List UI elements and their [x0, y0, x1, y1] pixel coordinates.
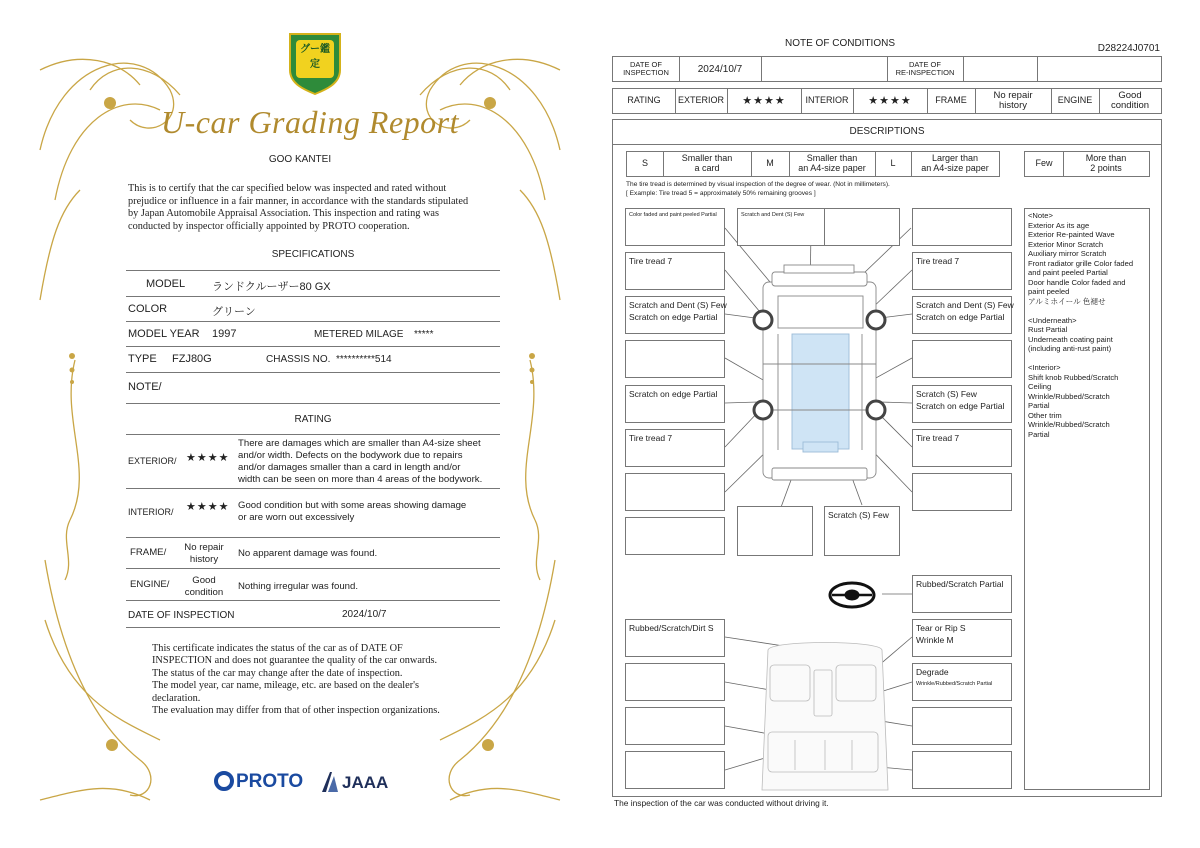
- damage-box: Tire tread 7: [912, 429, 1012, 467]
- interior-description: Good condition but with some areas showing damage or are worn out excessively: [238, 500, 467, 523]
- damage-box: Scratch on edge Partial: [625, 385, 725, 423]
- damage-box: Tire tread 7: [912, 252, 1012, 290]
- interior-label: INTERIOR/: [128, 507, 174, 517]
- interior-stars: ★★★★: [868, 94, 912, 107]
- damage-box: Degrade Wrinkle/Rubbed/Scratch Partial: [912, 663, 1012, 701]
- rating-label: RATING: [627, 95, 661, 106]
- intro-line: by Japan Automobile Appraisal Association. This inspection and rating was: [128, 208, 439, 220]
- damage-box-empty: [625, 707, 725, 745]
- color-label: COLOR: [128, 303, 168, 315]
- rating-heading: RATING: [294, 414, 332, 425]
- damage-box: Scratch and Dent (S) Few Scratch on edge Partial: [625, 296, 725, 334]
- jaaa-logo-icon: [320, 770, 340, 794]
- damage-box: Scratch (S) Few Scratch on edge Partial: [912, 385, 1012, 423]
- damage-box-empty: [625, 663, 725, 701]
- damage-box-empty: [625, 473, 725, 511]
- damage-box-empty: [824, 208, 900, 246]
- interior-label: INTERIOR: [805, 95, 849, 106]
- damage-box: Scratch and Dent (S) Few: [737, 208, 837, 246]
- frame-value: No repair history: [184, 542, 224, 565]
- damage-box-empty: [625, 340, 725, 378]
- steering-wheel-icon: [830, 583, 874, 607]
- frame-label: FRAME/: [130, 547, 167, 558]
- exterior-label: EXTERIOR/: [128, 456, 177, 466]
- legend-few: Few: [1035, 158, 1053, 169]
- type-label: TYPE: [128, 353, 157, 365]
- damage-box: Tear or Rip S Wrinkle M: [912, 619, 1012, 657]
- frame-description: No apparent damage was found.: [238, 548, 378, 559]
- car-interior-view: [762, 643, 888, 791]
- damage-box: Tire tread 7: [625, 429, 725, 467]
- legend-few-description: More than 2 points: [1085, 153, 1127, 173]
- model-value: ランドクルーザー80 GX: [212, 281, 331, 293]
- damage-box: Rubbed/Scratch/Dirt S: [625, 619, 725, 657]
- model-label: MODEL: [146, 278, 186, 290]
- legend-s-description: Smaller than a card: [681, 153, 733, 173]
- notes-list: <Note> Exterior As its age Exterior Re-painted Wave Exterior Minor Scratch Auxiliary mirror Scratch Front radiator grille Color faded and paint peeled Partial Door handle Color faded and paint peeled アルミホイール 色褪せ <Underneath> Rust Partial Underneath coating paint (including anti-rust paint) <Interior> Shift knob Rubbed/Scratch Ceiling Wrinkle/Rubbed/Scratch Partial Other trim Wrinkle/Rubbed/Scratch Partial: [1028, 211, 1134, 439]
- damage-box-empty: [625, 517, 725, 555]
- notes-panel: [1024, 208, 1150, 790]
- conditions-title: NOTE OF CONDITIONS: [785, 38, 895, 49]
- date-of-inspection-label: DATE OF INSPECTION: [623, 59, 669, 77]
- frame-value: No repair history: [993, 89, 1033, 111]
- car-top-view: [763, 265, 876, 480]
- damage-box: Color faded and paint peeled Partial: [625, 208, 725, 246]
- legend-m-description: Smaller than an A4-size paper: [798, 153, 866, 173]
- damage-box: Rubbed/Scratch Partial: [912, 575, 1012, 613]
- badge-text: グー鑑定: [300, 44, 330, 70]
- damage-box: Tire tread 7: [625, 252, 725, 290]
- engine-value: Good condition: [1110, 89, 1150, 111]
- exterior-description: There are damages which are smaller than A4-size sheet and/or width. Defects on the bodywork due to repairs and/or damages smaller than a card in length and/or width can be seen on more than 4 areas of the bodywork.: [238, 438, 483, 485]
- legend-s: S: [641, 158, 648, 169]
- engine-label: ENGINE/: [130, 579, 170, 590]
- certificate-footer-text: This certificate indicates the status of the car as of DATE OF INSPECTION and does not guarantee the quality of the car onwards. The status of the car may change after the date of inspection. The model year, car name, mileage, etc. are based on the dealer's declaration. The evaluation may differ from that of other inspection organizations.: [152, 643, 440, 717]
- model-year-label: MODEL YEAR: [128, 328, 200, 340]
- chassis-value: **********514: [336, 354, 392, 365]
- intro-line: This is to certify that the car specified below was inspected and rated without: [128, 183, 447, 194]
- model-year-value: 1997: [212, 328, 237, 340]
- frame-label: FRAME: [935, 95, 967, 106]
- engine-description: Nothing irregular was found.: [238, 581, 358, 592]
- color-value: グリーン: [212, 306, 256, 318]
- damage-box-empty: [912, 340, 1012, 378]
- damage-box: Scratch and Dent (S) Few Scratch on edge Partial: [912, 296, 1012, 334]
- damage-box-empty: [912, 707, 1012, 745]
- damage-box-empty: [737, 506, 813, 556]
- legend-l-description: Larger than an A4-size paper: [921, 153, 989, 173]
- damage-box-empty: [912, 208, 1012, 246]
- report-subtitle: GOO KANTEI: [268, 154, 332, 165]
- engine-label: ENGINE: [1057, 95, 1093, 106]
- chassis-label: CHASSIS NO.: [266, 354, 331, 365]
- legend-m: M: [766, 158, 774, 169]
- specifications-heading: SPECIFICATIONS: [271, 249, 355, 260]
- exterior-stars: ★★★★: [742, 94, 786, 107]
- legend-l: L: [890, 158, 896, 169]
- date-of-reinspection-label: DATE OF RE-INSPECTION: [895, 59, 955, 77]
- date-of-inspection-value: 2024/10/7: [342, 609, 387, 620]
- note-label: NOTE/: [128, 381, 162, 393]
- note-of-conditions: [600, 0, 1200, 848]
- proto-logo-text: PROTO: [236, 771, 304, 792]
- damage-box-empty: [912, 751, 1012, 789]
- interior-stars: ★★★★: [186, 501, 230, 513]
- report-title: U-car Grading Report: [161, 104, 459, 140]
- inspection-footer-note: The inspection of the car was conducted without driving it.: [614, 798, 829, 808]
- damage-box-empty: [625, 751, 725, 789]
- damage-box: Scratch (S) Few: [824, 506, 900, 556]
- date-of-inspection-value: 2024/10/7: [697, 63, 743, 75]
- engine-value: Good condition: [184, 575, 224, 598]
- intro-line: prejudice or influence in a fair manner, in accordance with the standards stipulated: [128, 195, 469, 207]
- jaaa-logo-text: JAAA: [342, 773, 389, 792]
- damage-box-empty: [912, 473, 1012, 511]
- exterior-label: EXTERIOR: [677, 95, 724, 106]
- milage-label: METERED MILAGE: [314, 329, 404, 340]
- descriptions-heading: DESCRIPTIONS: [849, 126, 925, 137]
- date-of-inspection-label: DATE OF INSPECTION: [128, 610, 235, 621]
- report-id: D28224J0701: [1097, 43, 1160, 54]
- exterior-stars: ★★★★: [186, 452, 230, 464]
- proto-logo-icon: [214, 771, 234, 791]
- tire-tread-note: The tire tread is determined by visual inspection of the degree of wear. (Not in millimeters). [ Example: Tire tread 5 = approximately 50% remaining grooves ]: [626, 181, 890, 197]
- milage-value: *****: [414, 329, 434, 340]
- certificate-intro: [128, 183, 508, 233]
- intro-line: conducted by inspector officially appointed by PROTO cooperation.: [128, 220, 410, 232]
- type-value: FZJ80G: [172, 353, 212, 365]
